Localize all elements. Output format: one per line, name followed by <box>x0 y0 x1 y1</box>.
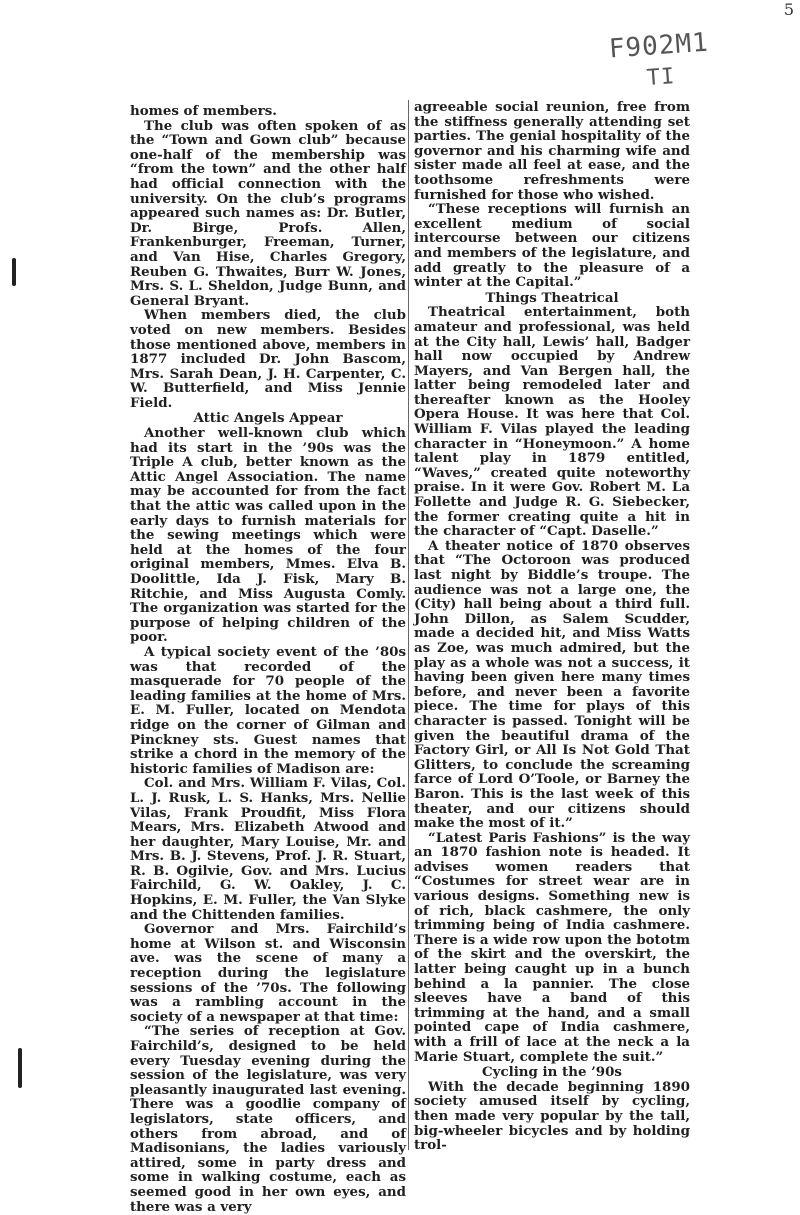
paragraph: Another well-known club which had its start in the ’90s was the Triple A club, better known as the Attic Angel Association. The name may be accounted for from the fact that the attic was called upon in the early days to furnish materials for the sewing meetings which were held at the homes of the four original members, Mmes. Elva B. Doolittle, Ida J. Fisk, Mary B. Ritchie, and Miss Augusta Comly. The organization was started for the purpose of helping children of the poor. <box>130 425 406 646</box>
annotation-sub: TI <box>645 63 677 91</box>
scan-artifact-mark <box>18 1048 22 1088</box>
paragraph: A typical society event of the ’80s was that recorded of the masquerade for 70 people of the leading families at the home of Mrs. E. M. Fuller, located on Mendota ridge on the corner of Gilman and Pinckney sts. Guest names that strike a chord in the memory of the historic families of Madison are: <box>130 643 406 777</box>
column-divider <box>408 100 409 1150</box>
section-heading: Things Theatrical <box>485 289 619 306</box>
paragraph: Governor and Mrs. Fairchild’s home at Wilson st. and Wisconsin ave. was the scene of many a reception during the legislature sessions of the ’70s. The following was a rambling account in the society of a newspaper at that time: <box>130 921 406 1025</box>
annotation-code: F902M1 <box>607 27 710 65</box>
paragraph: With the decade beginning 1890 society amused itself by cycling, then made very popular by the tall, big-wheeler bicycles and by holding trol- <box>414 1078 690 1154</box>
corner-page-mark: 5 <box>783 0 794 19</box>
paragraph: A theater notice of 1870 observes that “The Octoroon was produced last night by Biddle’s troupe. The audience was not a large one, the (City) hall being about a third full. John Dillon, as Salem Scudder, made a decided hit, and Miss Watts as Zoe, was much admired, but the play as a whole was not a success, it having been given here many times before, and never been a favorite piece. The time for plays of this character is passed. Tonight will be given the beautiful drama of the Factory Girl, or All Is Not Gold That Glitters, to conclude the screaming farce of Lord O’Toole, or Barney the Baron. This is the last week of this theater, and our citizens should make the most of it.” <box>414 537 690 832</box>
paragraph: The club was often spoken of as the “Town and Gown club” because one-half of the membership was “from the town” and the other half had official connection with the university. On the club’s programs appeared such names as: Dr. Butler, Dr. Birge, Profs. Allen, Frankenburger, Freeman, Turner, and Van Hise, Charles Gregory, Reuben G. Thwaites, Burr W. Jones, Mrs. S. L. Sheldon, Judge Bunn, and General Bryant. <box>130 117 406 309</box>
paragraph: agreeable social reunion, free from the stiffness generally attending set parties. The genial hospitality of the governor and his charming wife and sister made all feel at ease, and the toothsome refreshments were furnished for those who wished. <box>414 99 690 203</box>
paragraph: “Latest Paris Fashions” is the way an 1870 fashion note is headed. It advises women readers that “Costumes for street wear are in various designs. Something new is of rich, black cashmere, the only trimming being of India cashmere. There is a wide row upon the bototm of the skirt and the overskirt, the latter being caught up in a bunch behind a la pannier. The close sleeves have a band of this trimming at the hand, and a small pointed cape of India cashmere, with a frill of lace at the neck a la Marie Stuart, complete the suit.” <box>414 829 690 1065</box>
section-heading: Attic Angels Appear <box>193 410 343 427</box>
paragraph: homes of members. <box>130 103 277 119</box>
paragraph: When members died, the club voted on new members. Besides those mentioned above, members in 1877 included Dr. John Bascom, Mrs. Sarah Dean, J. H. Carpenter, C. W. Butterfield, and Miss Jennie Field. <box>130 307 406 411</box>
paragraph: Theatrical entertainment, both amateur and professional, was held at the City hall, Lewis’ hall, Badger hall now occupied by Andrew Mayers, and Van Bergen hall, the latter being remodeled later and thereafter known as the Hooley Opera House. It was here that Col. William F. Vilas played the leading character in “Honeymoon.” A home talent play in 1879 entitled, “Waves,” created quite noteworthy praise. In it were Gov. Robert M. La Follette and Judge R. G. Siebecker, the former creating quite a hit in the character of “Capt. Daselle.” <box>414 304 690 540</box>
paragraph: “These receptions will furnish an excellent medium of social intercourse between our citizens and members of the legislature, and add greatly to the pleasure of a winter at the Capital.” <box>414 201 690 291</box>
left-column <box>130 104 406 1214</box>
paragraph: “The series of reception at Gov. Fairchild’s, designed to be held every Tuesday evening during the session of the legislature, was very pleasantly inaugurated last evening. There was a goodlie company of legislators, state officers, and others from abroad, and of Madisonians, the ladies variously attired, some in party dress and some in walking costume, each as seemed good in her own eyes, and there was a very <box>130 1023 406 1215</box>
section-heading: Cycling in the ’90s <box>482 1064 622 1081</box>
handwritten-annotation <box>608 27 712 98</box>
right-column <box>414 100 690 1153</box>
scan-artifact-mark <box>12 258 16 286</box>
paragraph: Col. and Mrs. William F. Vilas, Col. L. J. Rusk, L. S. Hanks, Mrs. Nellie Vilas, Frank Proudfit, Miss Flora Mears, Mrs. Elizabeth Atwood and her daughter, Mary Louise, Mr. and Mrs. B. J. Stevens, Prof. J. R. Stuart, R. B. Ogilvie, Gov. and Mrs. Lucius Fairchild, G. W. Oakley, J. C. Hopkins, E. M. Fuller, the Van Slyke and the Chittenden families. <box>130 775 406 923</box>
